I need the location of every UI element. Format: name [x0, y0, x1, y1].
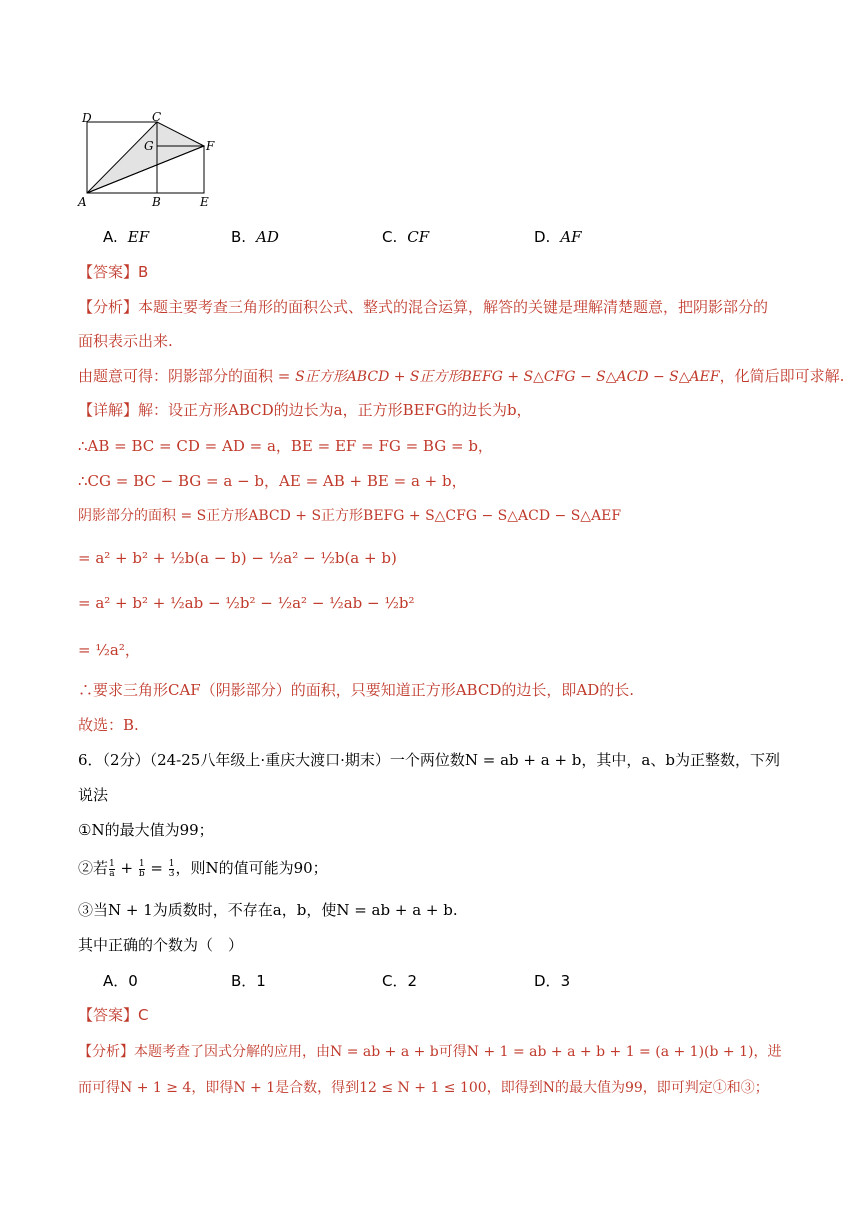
shaded-triangle-caf	[87, 122, 204, 193]
label-c: C	[152, 110, 162, 124]
q6-answer: 【答案】C	[78, 1006, 149, 1024]
q5-option-c: C. CF	[382, 228, 430, 246]
label-f: F	[206, 139, 215, 153]
q6-stem-cont: 说法	[78, 786, 109, 804]
q6-statement-1: ①N的最大值为99；	[78, 821, 214, 839]
label-g: G	[144, 139, 154, 153]
label-d: D	[82, 111, 92, 125]
geometry-figure	[72, 108, 232, 213]
q5-detail-7: = ½a²，	[78, 641, 140, 659]
q5-detail-4: 阴影部分的面积 = S正方形ABCD + S正方形BEFG + S△CFG − S△ACD − S△AEF	[78, 508, 622, 524]
q5-detail-2: ∴AB = BC = CD = AD = a，BE = EF = FG = BG = b，	[78, 437, 493, 455]
q5-detail-8: ∴要求三角形CAF（阴影部分）的面积，只要知道正方形ABCD的边长，即AD的长.	[78, 681, 634, 699]
q6-statement-3: ③当N + 1为质数时，不存在a，b，使N = ab + a + b.	[78, 901, 458, 919]
q5-option-a: A. EF	[103, 228, 150, 246]
q6-analysis: 【分析】本题考查了因式分解的应用，由N = ab + a + b可得N + 1 = ab + a + b + 1 = (a + 1)(b + 1)，进	[78, 1044, 782, 1060]
label-b: B	[152, 195, 161, 209]
q6-option-d: D．3	[534, 972, 571, 990]
q5-detail: 【详解】解：设正方形ABCD的边长为a，正方形BEFG的边长为b，	[78, 401, 532, 419]
label-e: E	[200, 195, 209, 209]
label-a: A	[78, 195, 87, 209]
q5-detail-3: ∴CG = BC − BG = a − b，AE = AB + BE = a + b，	[78, 472, 467, 490]
q5-conclusion: 故选：B.	[78, 716, 139, 734]
q5-analysis: 【分析】本题主要考查三角形的面积公式、整式的混合运算，解答的关键是理解清楚题意，把阴影部分的	[78, 298, 769, 316]
q6-option-b: B．1	[231, 972, 266, 990]
q5-analysis-cont: 面积表示出来.	[78, 332, 173, 350]
q5-option-d: D. AF	[534, 228, 582, 246]
q6-statement-2: ②若 $\frac{1}{a}$ + $\frac{1}{b}$ = $\frac{1}{3}$ ，则N的值可能为90；	[78, 858, 328, 879]
q6-stem: 6．（2分）（24-25八年级上·重庆大渡口·期末）一个两位数N = ab + a + b，其中，a、b为正整数，下列	[78, 751, 780, 769]
q5-derive: 由题意可得：阴影部分的面积 = S正方形ABCD + S正方形BEFG + S△CFG − S△ACD − S△AEF，化简后即可求解.	[78, 367, 845, 385]
q5-answer: 【答案】B	[78, 263, 149, 281]
q6-option-a: A．0	[103, 972, 138, 990]
q6-analysis-cont: 而可得N + 1 ≥ 4，即得N + 1是合数，得到12 ≤ N + 1 ≤ 100，即得到N的最大值为99，即可判定①和③；	[78, 1080, 769, 1096]
q6-question: 其中正确的个数为（ ）	[78, 936, 244, 954]
q6-option-c: C．2	[382, 972, 418, 990]
q5-detail-6: = a² + b² + ½ab − ½b² − ½a² − ½ab − ½b²	[78, 594, 415, 612]
q5-option-b: B. AD	[231, 228, 279, 246]
q5-detail-5: = a² + b² + ½b(a − b) − ½a² − ½b(a + b)	[78, 549, 397, 567]
